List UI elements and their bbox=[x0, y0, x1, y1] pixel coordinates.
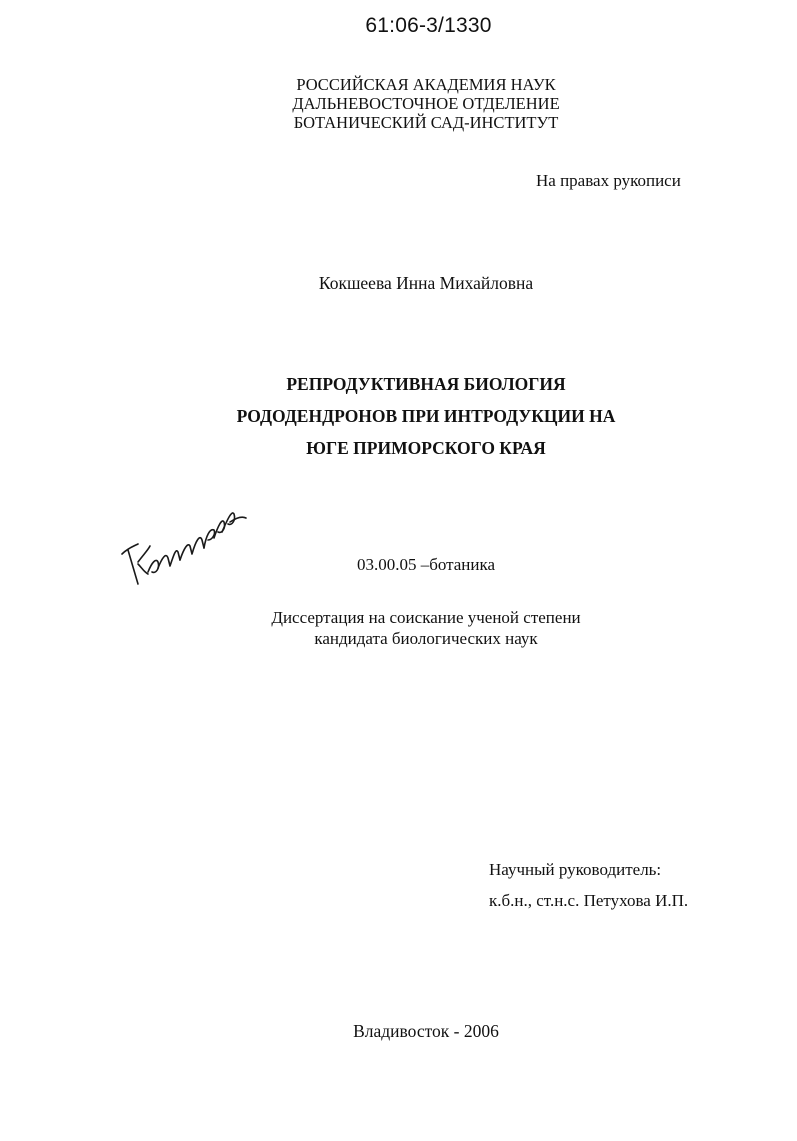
catalog-code: 61:06-3/1330 bbox=[365, 14, 492, 37]
specialty-code: 03.00.05 –ботаника bbox=[356, 555, 496, 574]
dissertation-title bbox=[0, 368, 797, 464]
institution-line: ДАЛЬНЕВОСТОЧНОЕ ОТДЕЛЕНИЕ bbox=[292, 94, 560, 113]
degree-line: Диссертация на соискание ученой степени bbox=[271, 608, 581, 627]
supervisor-name: к.б.н., ст.н.с. Петухова И.П. bbox=[489, 891, 689, 910]
title-line: РЕПРОДУКТИВНАЯ БИОЛОГИЯ bbox=[286, 374, 566, 394]
institution-line: БОТАНИЧЕСКИЙ САД-ИНСТИТУТ bbox=[293, 113, 559, 132]
title-line: ЮГЕ ПРИМОРСКОГО КРАЯ bbox=[306, 438, 546, 458]
degree-statement bbox=[0, 607, 797, 649]
city-year: Владивосток - 2006 bbox=[353, 1021, 499, 1041]
title-line: РОДОДЕНДРОНОВ ПРИ ИНТРОДУКЦИИ НА bbox=[236, 406, 616, 426]
degree-line: кандидата биологических наук bbox=[314, 629, 538, 648]
institution-line: РОССИЙСКАЯ АКАДЕМИЯ НАУК bbox=[296, 75, 556, 94]
author-name: Кокшеева Инна Михайловна bbox=[318, 273, 534, 293]
supervisor-label: Научный руководитель: bbox=[489, 860, 662, 879]
institution-block bbox=[0, 75, 797, 132]
manuscript-rights-note: На правах рукописи bbox=[536, 171, 681, 190]
